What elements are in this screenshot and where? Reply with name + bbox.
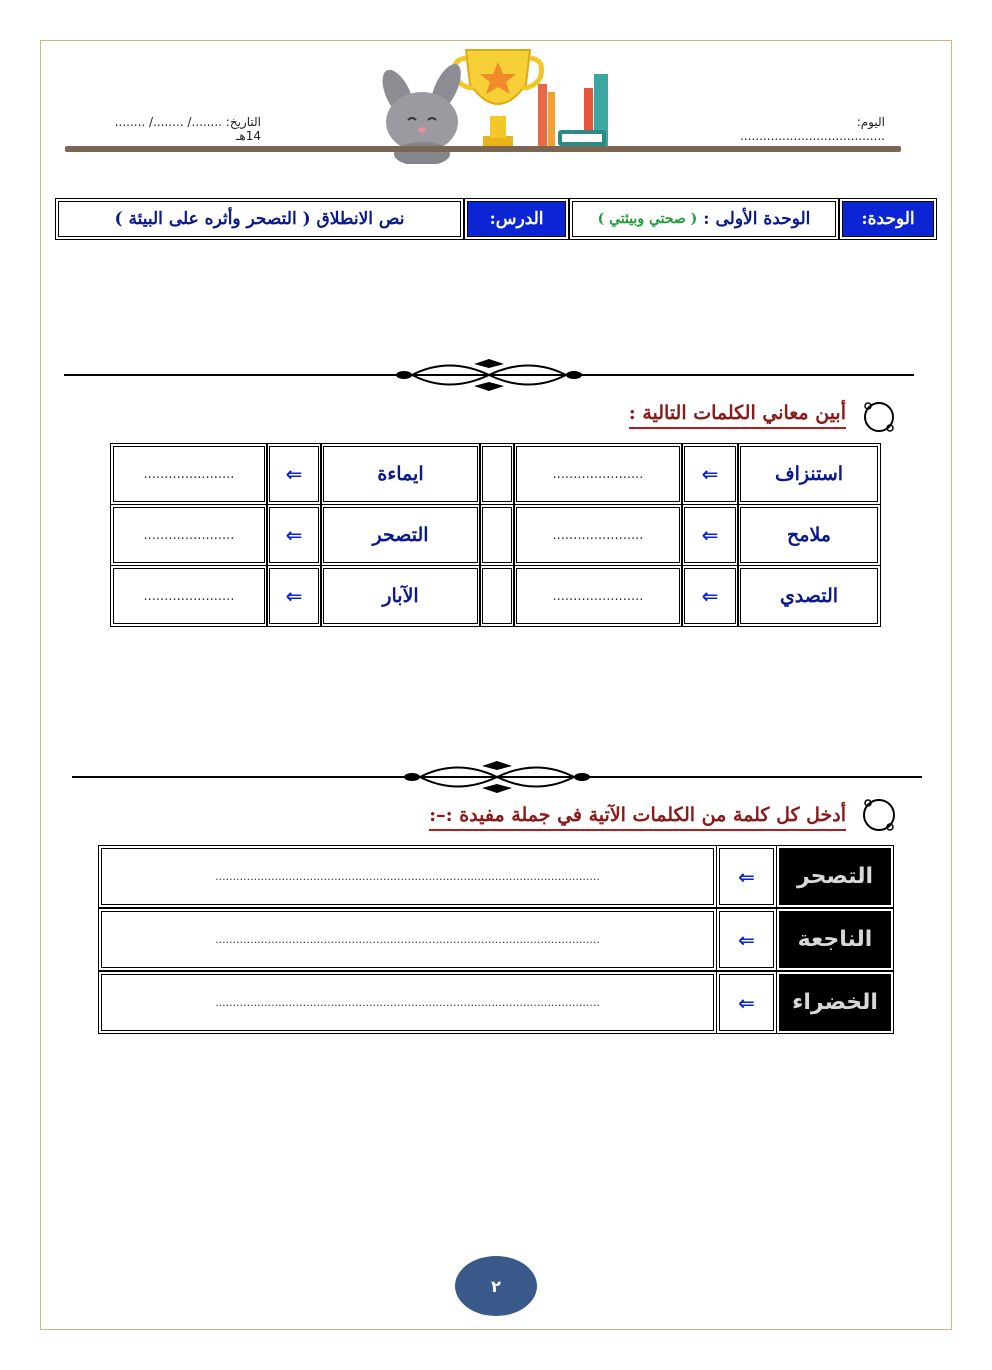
meaning-answer-field[interactable] <box>113 507 265 563</box>
answer-blank: .............................................................................................................. <box>215 996 600 1009</box>
lesson-value-box <box>58 201 461 237</box>
page-number: ٢ <box>491 1276 501 1296</box>
left-arrow-icon: ⇐ <box>738 990 755 1015</box>
left-arrow-icon: ⇐ <box>701 462 719 486</box>
question-bullet-icon <box>860 400 898 434</box>
answer-blank: ...................... <box>552 588 644 604</box>
sentence-answer-field[interactable] <box>101 848 714 905</box>
question-bullet-icon <box>860 797 898 833</box>
arrow-cell <box>269 446 319 502</box>
trophy-icon <box>454 50 541 146</box>
ornament-divider-2 <box>72 760 922 794</box>
date-blank: ......../ ......../ ........ 14هـ <box>114 115 261 143</box>
answer-blank: ...................... <box>552 527 644 543</box>
spacer-cell <box>482 568 512 624</box>
arrow-cell <box>719 974 774 1031</box>
sentence-answer-field[interactable] <box>101 974 714 1031</box>
answer-blank: ...................... <box>143 527 235 543</box>
unit-label-box <box>842 201 934 237</box>
page-number-badge <box>455 1256 537 1316</box>
meaning-answer-field[interactable] <box>113 446 265 502</box>
lesson-label-box <box>467 201 566 237</box>
meaning-answer-field[interactable] <box>516 507 680 563</box>
vocab-word-cell <box>740 446 878 502</box>
arrow-cell <box>269 568 319 624</box>
date-label: التاريخ: <box>225 115 261 129</box>
spacer-cell <box>482 446 512 502</box>
left-arrow-icon: ⇐ <box>738 927 755 952</box>
vocab-word: ايماءة <box>377 463 424 485</box>
unit-sub: ( صحتي وبيئتي ) <box>597 211 698 227</box>
arrow-cell <box>684 507 736 563</box>
ornament-divider-1 <box>64 358 914 392</box>
sentence-word: الخضراء <box>779 974 891 1031</box>
left-arrow-icon: ⇐ <box>285 584 303 608</box>
meaning-answer-field[interactable] <box>516 446 680 502</box>
arrow-cell <box>269 507 319 563</box>
arrow-cell <box>719 911 774 968</box>
answer-blank: .............................................................................................................. <box>215 933 600 946</box>
day-blank: ...................................... <box>740 129 885 143</box>
spacer-cell <box>482 507 512 563</box>
arrow-cell <box>684 568 736 624</box>
answer-blank: ...................... <box>552 466 644 482</box>
sentence-word: التصحر <box>779 848 891 905</box>
vocab-word: استنزاف <box>774 463 844 485</box>
header-shelf <box>65 146 901 152</box>
lesson-value: نص الانطلاق ( التصحر وأثره على البيئة ) <box>114 209 405 229</box>
vocab-word: التصدي <box>779 585 839 607</box>
vocab-word: الآبار <box>382 585 419 607</box>
left-arrow-icon: ⇐ <box>285 523 303 547</box>
unit-value-box <box>572 201 836 237</box>
section1-title: أبين معاني الكلمات التالية : <box>629 402 846 429</box>
meaning-answer-field[interactable] <box>516 568 680 624</box>
meaning-answer-field[interactable] <box>113 568 265 624</box>
arrow-cell <box>684 446 736 502</box>
vocab-word-cell <box>323 507 478 563</box>
left-arrow-icon: ⇐ <box>701 523 719 547</box>
vocab-word-cell <box>740 568 878 624</box>
vocab-word-cell <box>740 507 878 563</box>
section2-title: أدخل كل كلمة من الكلمات الآتية في جملة مفيدة :–: <box>429 804 846 831</box>
vocab-word-cell <box>323 568 478 624</box>
vocab-word-cell <box>323 446 478 502</box>
answer-blank: ...................... <box>143 466 235 482</box>
lesson-label: الدرس: <box>489 209 544 229</box>
answer-blank: .............................................................................................................. <box>215 870 600 883</box>
date-field <box>86 115 261 143</box>
answer-blank: ...................... <box>143 588 235 604</box>
unit-label: الوحدة: <box>861 209 915 229</box>
vocab-word: التصحر <box>372 524 429 546</box>
books-icon <box>538 74 608 146</box>
day-field <box>740 115 885 143</box>
left-arrow-icon: ⇐ <box>701 584 719 608</box>
left-arrow-icon: ⇐ <box>285 462 303 486</box>
sentence-answer-field[interactable] <box>101 911 714 968</box>
vocab-word: ملامح <box>787 524 831 546</box>
day-label: اليوم: <box>856 115 885 129</box>
unit-value: الوحدة الأولى : <box>703 209 811 229</box>
sentence-word: الناجعة <box>779 911 891 968</box>
arrow-cell <box>719 848 774 905</box>
left-arrow-icon: ⇐ <box>738 864 755 889</box>
